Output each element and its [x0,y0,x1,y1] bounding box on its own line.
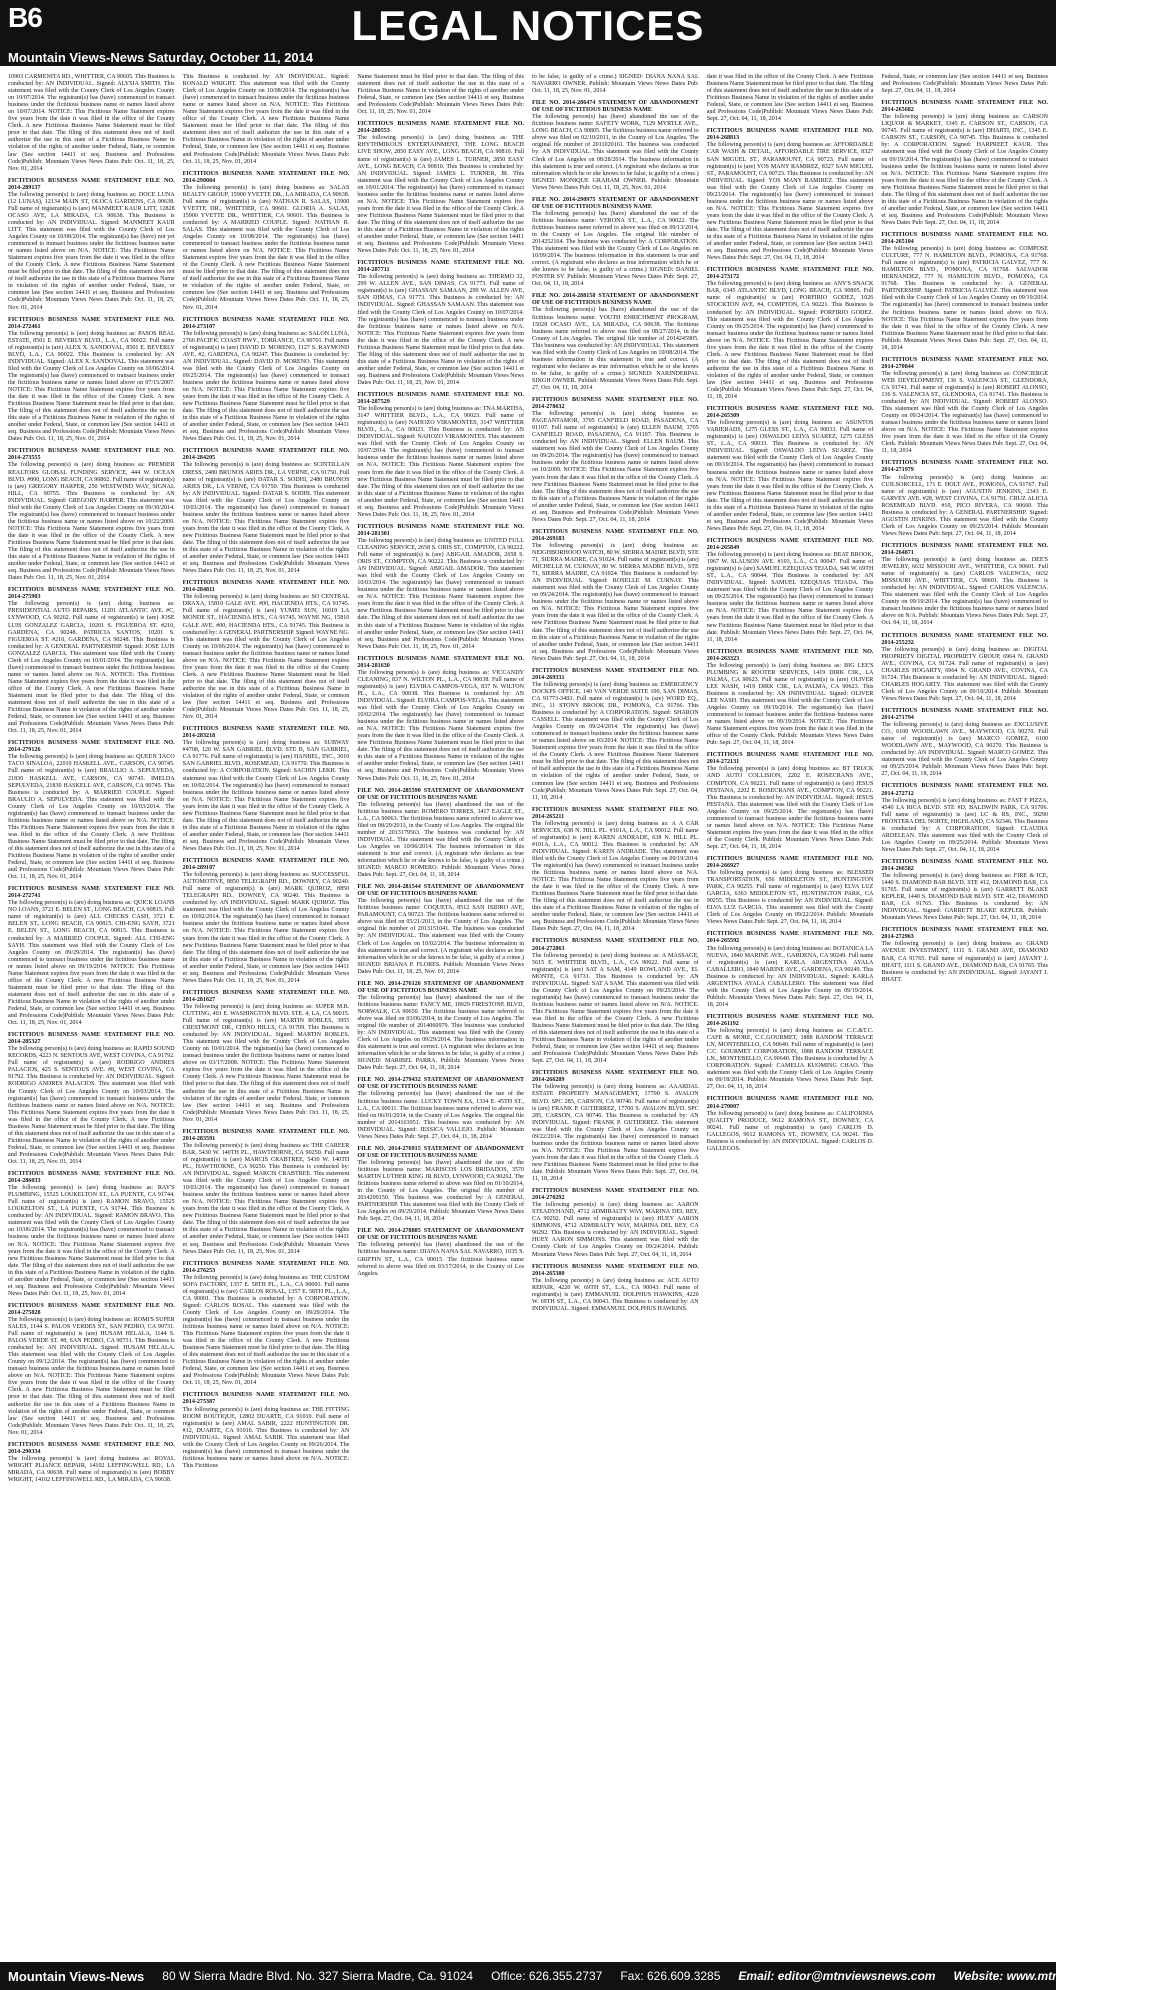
notice-body: The following person(s) is (are) doing business as: QUEEN TACO TACO SINALOA, 22010 HASKELL AVE., CARSON, CA 90745. Full name of registrant(s) is (are) BRAULIO A. SEPULVEDA, 21830 HASKELL AVE, CARSON, CA 90745. IMELDA SEPULVEDA, 21830 HASKELL AVE, CARSON, CA 90745. This Business is conducted by: A MARRIED COUPLE. Signed: BRAULIO A. SEPULVEDA. This statement was filed with the County Clerk of Los Angeles County on 10/03/2014. The registrant(s) has (have) commenced to transact business under the fictitious business name or names listed above on N/A. NOTICE: This Fictitious Name Statement expires five years from the date it was filed in the office of the County Clerk. A new Fictitious Business Name Statement must be filed prior to that date. The filing of this statement does not of itself authorize the use in this state of a Fictitious Business Name in violation of the rights of another under Federal, State, or common law (See section 14411 et seq. Business and Professions Code)Publish: Mountain Views News Dates Pub: Oct. 11, 18, 25, Nov. 01, 2014 [8,754,175,881]
notice-body: date it was filed in the office of the County Clerk. A new Fictitious Business Name Statement must be filed prior to that date. The filing of this statement does not of itself authorize the use in this state of a Fictitious Business Name in violation of the rights of another under Federal, State, or common law (See section 14411 et seq. Business and Professions Code)Publish: Mountain Views News Dates Pub: Sept. 27, Oct. 04, 11, 18, 2014 [706,74,874,123]
legal-notice [881,460,1048,538]
notice-body: The following person(s) is (are) doing business as: EXCLUSIVE CO., 6100 WOODLAWN AVE., MAYWOOD, CA 90270. Full name of registrant(s) is (are) MARCO GOMEZ, 6100 WOODLAWN AVE., MAYWOOD, CA 90270. This Business is conducted by: AN INDIVIDUAL. Signed: MARCO GOMEZ. This statement was filed with the County Clerk of Los Angeles County on 09/25/2014. Publish: Mountain Views News Dates Pub: Sept. 27, Oct. 04, 11, 18, 2014 [881,722,1049,778]
notice-heading: FICTITIOUS BUSINESS NAME STATEMENT FILE NO. 2014-263323 [706,648,874,662]
notice-heading: FILE NO. 2014-290975 STATEMENT OF ABANDONMENT OF USE OF FICTITIOUS BUSINESS NAME [532,196,699,210]
footer-website: Website: www.mtnviewsnews.com [953,1969,1150,1983]
notice-body: The following person(s) is (are) doing business as: PASOS REAL ESTATE, 8501 E. BEVERLY BLVD., L.A., CA 90022. Full name of registrant(s) is (are) ALEX X. SANDOVAL, 8501 E. BEVERLY BLVD, L.A., CA 90022. This Business is conducted by: AN INDIVIDUAL. Signed: ALEX X. SANDOVAL. This statement was filed with the County Clerk of Los Angeles County on 10/06/2014. The registrant(s) has (have) commenced to transact business under the fictitious business name or names listed above on 07/15/2007. NOTICE: This Fictitious Name Statement expires five years from the date it was filed in the office of the County Clerk. A new Fictitious Business Name Statement must be filed prior to that date. The filing of this statement does not of itself authorize the use in this state of a Fictitious Business Name in violation of the rights of another under Federal, State, or common law (See section 14411 et seq. Business and Professions Code)Publish: Mountain Views News Dates Pub: Oct. 11, 18, 25, Nov. 01, 2014 [8,330,175,443]
notice-heading: FICTITIOUS BUSINESS NAME STATEMENT FILE NO. 2014-261192 [706,1013,874,1027]
legal-notice [357,884,524,976]
notice-body: The following person(s) is (are) doing business as: TNA MARTHA, 3147 WHITTIER BLVD., L.A., CA 90023. Full name of registrant(s) is (are) NAHOZO VIRAMONTES, 3147 WHITTIER BLVD., L.A., CA 90023. This Business is conducted by: AN INDIVIDUAL. Signed: NAHOZO VIRAMONTES. This statement was filed with the County Clerk of Los Angeles County on 10/07/2014. The registrant(s) has (have) commenced to transact business under the fictitious business name or names listed above on N/A. NOTICE: This Fictitious Name Statement expires five years from the date it was filed in the office of the County Clerk. A new Fictitious Business Name Statement must be filed prior to that date. The filing of this statement does not of itself authorize the use in this state of a Fictitious Business Name in violation of the rights of another under Federal, State, or common law (See section 14411 et seq. Business and Professions Code)Publish: Mountain Views News Dates Pub: Oct. 11, 18, 25, Nov. 01, 2014 [357,406,525,518]
legal-notice [707,931,874,1009]
legal-notice [881,100,1048,227]
legal-notice [357,1146,524,1224]
notice-heading: FICTITIOUS BUSINESS NAME STATEMENT FILE NO. 2014-269183 [532,528,699,542]
publication-line: Mountain Views-News Saturday, October 11, 2014 [8,50,314,65]
notice-body: Name Statement must be filed prior to that date. The filing of this statement does not of itself authorize the use in this state of a Fictitious Business Name in violation of the rights of another under Federal, State, or common law (See section 14411 et seq. Business and Professions Code)Publish: Mountain Views News Dates Pub: Oct. 11, 18, 25, Nov. 01, 2014 [357,74,525,116]
notice-column [532,74,699,1956]
notice-heading: FICTITIOUS BUSINESS NAME STATEMENT FILE NO. 2014-289137 [8,177,175,191]
notice-heading: FICTITIOUS BUSINESS NAME STATEMENT FILE NO. 2014-275828 [8,1302,175,1316]
notice-body: The following person(s) is (are) doing business as: THE FITTING ROOM BOUTIQUE, 12802 DUARTE, CA 91010. Full name of registrant(s) is (are) AMAL SABIR, 2222 HUNTINGTON DR. #12, DUARTE, CA 91010. This Business is conducted by: AN INDIVIDUAL. Signed: AMAL SABIR. This statement was filed with the County Clerk of Los Angeles County on 09/26/2014. The registrant(s) has (have) commenced to transact business under the fictitious business name or names listed above on N/A. NOTICE: This Fictitious [182,1406,350,1469]
notice-heading: FICTITIOUS BUSINESS NAME STATEMENT FILE NO. 2014-283591 [182,1128,350,1142]
legal-notice [881,633,1048,703]
notice-body: The following person(s) is (are) doing business as: THE CUSTOM SOFA FACTORY, 1357 E. 58TH PL., L.A., CA 90001. Full name of registrant(s) is (are) CARLOS ROSAL, 1357 E. 58TH PL., L.A., CA 90001. This Business is conducted by: A CORPORATION. Signed: CARLOS ROSAL. This statement was filed with the County Clerk of Los Angeles County on 09/29/2014. The registrant(s) has (have) commenced to transact business under the fictitious business name or names listed above on N/A. NOTICE: This Fictitious Name Statement expires five years from the date it was filed in the office of the County Clerk. A new Fictitious Business Name Statement must be filed prior to that date. The filing of this statement does not of itself authorize the use in this state of a Fictitious Business Name in violation of the rights of another under Federal, State, or common law (See section 14411 et seq. Business and Professions Code)Publish: Mountain Views News Dates Pub: Oct. 11, 18, 25, Nov. 01, 2014 [182,1274,350,1387]
legal-notice [357,981,524,1073]
legal-notice [881,357,1048,456]
legal-notice [532,100,699,192]
legal-notice [183,317,350,444]
legal-notice [881,859,1048,922]
notice-heading: FICTITIOUS BUSINESS NAME STATEMENT FILE NO. 2014-280553 [357,121,525,135]
notice-body: The following person(s) is (are) doing business as: AFFORDABLE CAR WASH & DETAIL, AFFORDABLE TIRE SERVICE, 8327 SAN MIGUEL ST., PARAMOUNT, CA 90723. Full name of registrant(s) is (are) YOS MANY RAMIREZ, 8327 SAN MIGUEL ST., PARAMOUNT, CA 90723. This Business is conducted by: AN INDIVIDUAL. Signed: YOS MANY RAMIREZ. This statement was filed with the County Clerk of Los Angeles County on 09/23/2014. The registrant(s) has (have) commenced to transact business under the fictitious business name or names listed above on N/A. NOTICE: This Fictitious Name Statement expires five years from the date it was filed in the office of the County Clerk. A new Fictitious Business Name Statement must be filed prior to that date. The filing of this statement does not of itself authorize the use in this state of a Fictitious Business Name in violation of the rights of another under Federal, State, or common law (See section 14411 et seq. Business and Professions Code)Publish: Mountain Views News Dates Pub: Sept. 27, Oct. 04, 11, 18, 2014 [706,142,874,262]
page-footer [0,1962,1150,1990]
notice-body: The following person(s) is (are) doing business as: ACE AUTO REPAIR, 4220 W. 69TH ST., L.A., CA 90043. Full name of registrant(s) is (are) EMMANUEL DOLPHUS HAWKINS, 4220 W. 69TH ST., L.A., CA 90043. This Business is conducted by: AN INDIVIDUAL. Signed: EMMANUEL DOLPHUS HAWKINS. [532,1277,699,1312]
notice-body: The following person(s) is (are) doing business as: COMPOSE CULTURE, 777 N. HAMILTON BLVD., POMONA, CA 91768. Full name of registrant(s) is (are) PATRICIA GALVEZ, 777 N. HAMILTON BLVD., POMONA, CA 91768. SALVADOR HERNANDEZ, 777 N. HAMILTON BLVD., POMONA, CA 91768. This Business is conducted by: A GENERAL PARTNERSHIP. Signed: PATRICIA GALVEZ. This statement was filed with the County Clerk of Los Angeles County on 09/19/2014. The registrant(s) has (have) commenced to transact business under the fictitious business name or names listed above on N/A. NOTICE: This Fictitious Name Statement expires five years from the date it was filed in the office of the County Clerk. A new Fictitious Business Name Statement must be filed prior to that date. Publish: Mountain Views News Dates Pub: Sept. 27, Oct. 04, 11, 18, 2014 [881,246,1049,351]
notice-heading: FICTITIOUS BUSINESS NAME STATEMENT FILE NO. 2014-266582 [881,858,1049,872]
legal-notice [532,293,699,392]
notice-body: Federal, State, or common law (See section 14411 et seq. Business and Professions Code)Publish: Mountain Views News Dates Pub: Sept. 27, Oct. 04, 11, 18, 2014 [881,74,1049,95]
notice-heading: FICTITIOUS BUSINESS NAME STATEMENT FILE NO. 2014-270844 [881,356,1049,370]
legal-notice [532,1188,699,1258]
legal-notice [8,587,175,735]
notice-body: The following person(s) is (are) doing business as: DOCE LUNA (12 LUNAS), 12134 MAIN ST, OLOCA GARDENS, CA 90638. Full name of registrant(s) is (are) MANMEET KAUR LITT, 12828 OCASO AVE, LA MIRADA, CA 90638. This Business is conducted by: AN INDIVIDUAL. Signed: MANMEET KAUR LITT. This statement was filed with the County Clerk of Los Angeles County on 10/08/2014. The registrant(s) has (have) not yet commenced to transact business under the fictitious business name or names listed above on N/A. NOTICE: This Fictitious Name Statement expires five years from the date it was filed in the office of the County Clerk. A new Fictitious Business Name Statement must be filed prior to that date. The filing of this statement does not of itself authorize the use in this state of a Fictitious Business Name in violation of the rights of another under Federal, State, or common law (See section 14411 et seq. Business and Professions Code)Publish: Mountain Views News Dates Pub: Oct. 11, 18, 25, Nov. 01, 2014 [8,191,175,311]
notice-body: The following person(s) is (are) doing business as: CARSON LIQUOR & MARKET, 1345 E. CARSON ST., CARSON, CA 90745. Full name of registrant(s) is (are) DHARTI, INC., 1345 E. CARSON ST., CARSON, CA 90745. This Business is conducted by: A CORPORATION. Signed: HARPREET KAUR. This statement was filed with the County Clerk of Los Angeles County on 09/19/2014. The registrant(s) has (have) commenced to transact business under the fictitious business name or names listed above on N/A. NOTICE: This Fictitious Name Statement expires five years from the date it was filed in the office of the County Clerk. A new Fictitious Business Name Statement must be filed prior to that date. The filing of this statement does not of itself authorize the use in this state of a Fictitious Business Name in violation of the rights of another under Federal, State, or common law (See section 14411 et seq. Business and Professions Code)Publish: Mountain Views News Dates Pub: Sept. 27, Oct. 04, 11, 18, 2014 [881,114,1049,226]
legal-notice [881,543,1048,628]
notice-heading: FICTITIOUS BUSINESS NAME STATEMENT FILE NO. 2014-273172 [706,267,874,281]
legal-notice [8,448,175,582]
notice-heading: FICTITIOUS BUSINESS NAME STATEMENT FILE NO. 2014-266289 [532,1070,699,1084]
legal-notice [707,406,874,533]
notice-heading: FICTITIOUS BUSINESS NAME STATEMENT FILE NO. 2014-272741 [8,886,175,900]
notice-heading: FILE NO. 2014-286474 STATEMENT OF ABANDONMENT OF USE OF FICTITIOUS BUSINESS NAME [532,100,699,114]
legal-notice [183,858,350,985]
notice-heading: FICTITIOUS BUSINESS NAME STATEMENT FILE NO. 2014-275387 [182,1392,350,1406]
notice-column [881,74,1048,1956]
notice-body: The following person(s) is (are) doing business as: SO CENTRAL DRAXA, 15810 GALE AVE. #00, HACIENDA HTS., CA 91745. Full name of registrant(s) is (are) YUMEI SUN, 16019 LA MONDE ST., HACIENDA HTS., CA 91745. WAYNE NG, 15810 GALE AVE. #00, HACIENDA HTS., CA 91745. This Business is conducted by: A GENERAL PARTNERSHIP. Signed: WAYNE NG. This statement was filed with the County Clerk of Los Angeles County on 10/06/2014. The registrant(s) has (have) commenced to transact business under the fictitious business name or names listed above on N/A. NOTICE: This Fictitious Name Statement expires five years from the date it was filed in the office of the County Clerk. A new Fictitious Business Name Statement must be filed prior to that date. The filing of this statement does not of itself authorize the use in this state of a Fictitious Business Name in violation of the rights of another under Federal, State, or common law (See section 14411 et seq. Business and Professions Code)Publish: Mountain Views News Dates Pub: Oct. 11, 18, 25, Nov. 01, 2014 [182,594,350,721]
notice-body: The following person(s) is (are) doing business as: A A CAR SERVICES, 638 N. HILL PL. #101A, L.A., CA 90012. Full name of registrant(s) is (are) KAREN ANDRADE, 638 N. HILL PL. #101A, L.A., CA 90012. This Business is conducted by: AN INDIVIDUAL. Signed: KAREN ANDRADE. This statement was filed with the County Clerk of Los Angeles County on 09/19/2014. The registrant(s) has (have) commenced to transact business under the fictitious business name or names listed above on N/A. NOTICE: This Fictitious Name Statement expires five years from the date it was filed in the office of the County Clerk. A new Fictitious Business Name Statement must be filed prior to that date. The filing of this statement does not of itself authorize the use in this state of a Fictitious Business Name in violation of the rights of another under Federal, State, or common law (See section 14411 et seq. Business and Professions Code)Publish: Mountain Views News Dates Pub: Sept. 27, Oct. 04, 11, 18, 2014 [532,820,699,933]
notice-body: The following person(s) is (are) doing business as: EMERGENCY DOCKPS OFFICE, 140 VAN VERDE SUITE 100, SAN DIMAS, CA 91773-3493. Full name of registrant(s) is (are) WORD EQ., INC., 11 STONY BROOK DR., POMONA, CA 91766. This Business is conducted by: A CORPORATION. Signed: SHARON CASSELL. This statement was filed with the County Clerk of Los Angeles County on 09/24/2014. The registrant(s) has (have) commenced to transact business under the fictitious business name or names listed above on 03/2014. NOTICE: This Fictitious Name Statement expires five years from the date it was filed in the office of the County Clerk. A new Fictitious Business Name Statement must be filed prior to that date. The filing of this statement does not of itself authorize the use in this state of a Fictitious Business Name in violation of the rights of another under Federal, State, or common law (See section 14411 et seq. Business and Professions Code)Publish: Mountain Views News Dates Pub: Sept. 27, Oct. 04, 11, 18, 2014 [532,681,699,801]
legal-notice [8,1442,175,1484]
notice-heading: FICTITIOUS BUSINESS NAME STATEMENT FILE NO. 2014-272863 [532,938,699,952]
legal-notice [707,856,874,926]
notice-body: The following person(s) is (are) doing business as: THERMO 32, 299 W. ALLEN AVE., SAN DIMAS, CA 91773. Full name of registrant(s) is (are) GHASSAN SAMAAN, 299 W. ALLEN AVE, SAN DIMAS, CA 91773. This Business is conducted by: AN INDIVIDUAL. Signed: GHASSAN SAMAAN. This statement was filed with the County Clerk of Los Angeles County on 10/07/2014. The registrant(s) has (have) commenced to transact business under the fictitious business name or names listed above on N/A. NOTICE: This Fictitious Name Statement expires five years from the date it was filed in the office of the County Clerk. A new Fictitious Business Name Statement must be filed prior to that date. The filing of this statement does not of itself authorize the use in this state of a Fictitious Business Name in violation of the rights of another under Federal, State, or common law (See section 14411 et seq. Business and Professions Code)Publish: Mountain Views News Dates Pub: Oct. 11, 18, 25, Nov. 01, 2014 [357,274,525,386]
legal-notice [707,267,874,401]
footer-email: Email: editor@mtnviewsnews.com [738,1969,936,1983]
notice-body: The following person(s) is (are) doing business as: BT TRUCK AND AUTO COLLISION, 2202 E. ROSECRANS AVE., COMPTON, CA 90221. Full name of registrant(s) is (are) JESUS PESTANA, 2202 E. ROSECRANS AVE., COMPTON, CA 90221. This Business is conducted by: AN INDIVIDUAL. Signed: JESUS PESTANA. This statement was filed with the County Clerk of Los Angeles County on 09/25/2014. The registrant(s) has (have) commenced to transact business under the fictitious business name or names listed above on N/A. NOTICE: This Fictitious Name Statement expires five years from the date it was filed in the office of the County Clerk. Publish: Mountain Views News Dates Pub: Sept. 27, Oct. 04, 11, 18, 2014 [706,766,874,850]
legal-notice [357,392,524,519]
legal-notice [357,656,524,783]
footer-brand: Mountain Views-News [8,1968,145,1984]
legal-notice [183,448,350,575]
page-number: B6 [8,2,42,33]
legal-notice [183,580,350,721]
notice-body: The following person(s) has (have) abandoned the use of the fictitious business name: VERONA ST., L.A., CA 90022. The fictitious business name referred to above was filed on 09/13/2014, in the County of Los Angeles. The original file number of 2014252164. The business was conducted by: A CORPORATION. This statement was filed with the County Clerk of Los Angeles on 10/09/2014. The business information in this statement is true and correct. (A registrant who declares as true information which he or she knows to be false, is guilty of a crime.) SIGNED: DANIEL FOSTER SV. Publish: Mountain Views News Dates Pub: Sept. 27, Oct. 04, 11, 18, 2014 [532,210,699,288]
notice-heading: FICTITIOUS BUSINESS NAME STATEMENT FILE NO. 2014-281301 [357,523,525,537]
legal-notice [881,74,1048,95]
legal-notice [8,1303,175,1437]
notice-body: The following person(s) is (are) doing business as: RAPID SOUND RECORDS, 4223 N. SENTOUS AVE, WEST COVINA, CA 91792. Full name of registrant(s) is (are) RODRIGO ANDRES PALACIOS, 425 S. SENTOUS AVE. #8, WEST COVINA, CA 91792. This Business is conducted by: AN INDIVIDUAL. Signed: RODRIGO ANDRES PALACIOS. This statement was filed with the County Clerk of Los Angeles County on 10/03/2014. The registrant(s) has (have) commenced to transact business under the fictitious business name or names listed above on N/A. NOTICE: This Fictitious Name Statement expires five years from the date it was filed in the office of the County Clerk. A new Fictitious Business Name Statement must be filed prior to that date. The filing of this statement does not of itself authorize the use in this state of a Fictitious Business Name in violation of the rights of another under Federal, State, or common law (See section 14411 et seq. Business and Professions Code)Publish: Mountain Views News Dates Pub: Oct. 11, 18, 25, Nov. 01, 2014 [8,1046,175,1165]
legal-notice [532,197,699,289]
notice-heading: FICTITIOUS BUSINESS NAME STATEMENT FILE NO. 2014-268813 [706,128,874,142]
notice-body: The following person(s) is (are) doing business as: SUPER M.R. CUTTING, 401 E. WASHINGTON BLVD. STE. 4, LA, CA 90015. Full name of registrant(s) is (are) MARTIN ROBLES, 3955 CRESTMONT DR., CHINO HILLS, CA 91709. This Business is conducted by: AN INDIVIDUAL. Signed: MARTIN ROBLES. This statement was filed with the County Clerk of Los Angeles County on 10/01/2014. The registrant(s) has (have) commenced to transact business under the fictitious business name or names listed above on 03/17/2008. NOTICE: This Fictitious Name Statement expires five years from the date it was filed in the office of the County Clerk. A new Fictitious Business Name Statement must be filed prior to that date. The filing of this statement does not of itself authorize the use in this state of a Fictitious Business Name in violation of the rights of another under Federal, State, or common law (See section 14411 et seq. Business and Professions Code)Publish: Mountain Views News Dates Pub: Oct. 11, 18, 25, Nov. 01, 2014 [182,1003,350,1123]
notice-body: The following person(s) has (have) abandoned the use of the fictitious business name: COQUETA, 8512 SAN ISIDRO AVE, PARAMOUNT, CA 90723. The fictitious business name referred to above was filed on 05/21/2013, in the County of Los Angeles. The original file number of 2013151041. The business was conducted by: AN INDIVIDUAL. This statement was filed with the County Clerk of Los Angeles on 10/02/2014. The business information in this statement is true and correct. (A registrant who declares as true information which he or she knows to be false, is guilty of a crime.) SIGNED: BRIANA P. FLORES. Publish: Mountain Views News Dates Pub: Oct. 11, 18, 25, Nov. 01, 2014 [357,898,525,975]
notice-body: The following person(s) is (are) doing business as: AARON STEADYHAND, 4712 ADMIRALTY WAY, MARINA DEL REY, CA 90292. Full name of registrant(s) is (are) HUEY AARON SIMMONS, 4712 ADMIRALTY WAY, MARINA DEL REY, CA 90292. This Business is conducted by: AN INDIVIDUAL. Signed: HUEY AARON SIMMONS. This statement was filed with the County Clerk of Los Angeles County on 09/24/2014. Publish: Mountain Views News Dates Pub: Sept. 27, Oct. 04, 11, 18, 2014 [532,1202,699,1258]
notice-heading: FICTITIOUS BUSINESS NAME STATEMENT FILE NO. 2014-276253 [182,1260,350,1274]
notice-heading: FICTITIOUS BUSINESS NAME STATEMENT FILE NO. 2014-265849 [706,537,874,551]
legal-notice [357,74,524,116]
notice-heading: FICTITIOUS BUSINESS NAME STATEMENT FILE NO. 2014-265592 [706,931,874,945]
legal-notice [357,1077,524,1140]
notice-body: The following person(s) has (have) abandoned the use of the fictitious business name: LUCKY TOWN EA, 1334 E. 45TH ST., L.A., CA 90011. The fictitious business name referred to above was filed on 06/01/2014, in the County of Los Angeles. The original file number of 2014163951. This business was conducted by: AN INDIVIDUAL. Signed: JESSICA VALLEJO. Publish: Mountain Views News Dates Pub: Sept. 27, Oct. 04, 11, 18, 2014 [357,1091,525,1140]
notice-heading: FILE NO. 2014-279432 STATEMENT OF ABANDONMENT OF USE OF FICTITIOUS BUSINESS NAME [357,1077,525,1091]
notice-body: The following person(s) is (are) doing business as: FIRE & ICE, 1440 S. DIAMOND BAR BLVD. STE 412, DIAMOND BAR, CA 91765. Full name of registrant(s) is (are) GARRETT BLAKE KEPLER, 1440 S. DIAMOND BAR BLVD. STE 412, DIAMOND BAR, CA 91765. This Business is conducted by: AN INDIVIDUAL. Signed: GARRETT BLAKE KEPLER. Publish: Mountain Views News Dates Pub: Sept. 27, Oct. 04, 11, 18, 2014 [881,873,1049,922]
notice-heading: FICTITIOUS BUSINESS NAME STATEMENT FILE NO. 2014-286033 [8,1171,175,1185]
notice-heading: FICTITIOUS BUSINESS NAME STATEMENT FILE NO. 2014-283218 [182,726,350,740]
notice-body: The following person(s) is (are) doing business as: A MASSAGE, 5615 E. WHITTIER BLVD., L.A., CA 90022. Full name of registrant(s) is (are) SAT A SAM, 4149 ROWLAND AVE., EL MONTE, CA 91731. This Business is conducted by: AN INDIVIDUAL. Signed: SAT A SAM. This statement was filed with the County Clerk of Los Angeles County on 09/25/2014. The registrant(s) has (have) commenced to transact business under the fictitious business name or names listed above on N/A. NOTICE: This Fictitious Name Statement expires five years from the date it was filed in the office of the County Clerk. A new Fictitious Business Name Statement must be filed prior to that date. The filing of this statement does not of itself authorize the use in this state of a Fictitious Business Name in violation of the rights of another under Federal, State, or common law (See section 14411 et seq. Business and Professions Code)Publish: Mountain Views News Dates Pub: Sept. 27, Oct. 04, 11, 18, 2014 [532,952,699,1065]
notice-heading: FICTITIOUS BUSINESS NAME STATEMENT FILE NO. 2014-287711 [357,260,525,274]
notice-body: The following person(s) is (are) doing business as: NEIGHBORHOOD WATCH, 80 W. SIERRA MADRE BLVD, STE 71, SIERRA MADRE, CA 91024. Full name of registrant(s) is (are) MICHELLE M. CURNAY, 80 W. SIERRA MADRE BLVD., STE 71, SIERRA MADRE, CA 91024. This Business is conducted by: AN INDIVIDUAL. Signed: ROSELLE M. CURNAY. This statement was filed with the County Clerk of Los Angeles County on 09/24/2014. The registrant(s) has (have) commenced to transact business under the fictitious business name or names listed above on N/A. NOTICE: This Fictitious Name Statement expires five years from the date it was filed in the office of the County Clerk. A new Fictitious Business Name Statement must be filed prior to that date. The filing of this statement does not of itself authorize the use in this state of a Fictitious Business Name in violation of the rights of another under Federal, State, or common law (See section 14411 et seq. Business and Professions Code)Publish: Mountain Views News Dates Pub: Sept. 27, Oct. 04, 11, 18, 2014 [532,542,699,662]
legal-notice [183,726,350,853]
notice-columns [8,74,1048,1956]
footer-office: Office: 626.355.2737 [491,1969,603,1983]
legal-notice [8,317,175,444]
notice-heading: FICTITIOUS BUSINESS NAME STATEMENT FILE NO. 2014-264871 [881,542,1049,556]
notice-heading: FICTITIOUS BUSINESS NAME STATEMENT FILE NO. 2014-281627 [182,989,350,1003]
notice-body: The following person(s) has (have) abandoned the use of the fictitious business name: DIANA NANA SAL NAVARRO, 1035 S. GRIFFIN ST., L.A., CA 90015. The fictitious business name referred to above was filed on 03/17/2014, in the County of Los Angeles. [357,1242,525,1277]
notice-heading: FICTITIOUS BUSINESS NAME STATEMENT FILE NO. 2014-281630 [357,655,525,669]
legal-notice [707,538,874,644]
notice-column [357,74,524,1956]
legal-notice [707,752,874,851]
notice-body: The following person(s) is (are) doing business as: PREMIER REALTORS GLOBAL FUNDING SERVICE, 444 W. OCEAN BLVD. #800, LONG BEACH, CA 90802. Full name of registrant(s) is (are) GREGORY HARPER, 250 WESTWIND WAY, SIGNAL HILL, CA 90755. This Business is conducted by: AN INDIVIDUAL. Signed: GREGORY HARPER. This statement was filed with the County Clerk of Los Angeles County on 09/30/2014. The registrant(s) has (have) commenced to transact business under the fictitious business name or names listed above on 10/22/2009. NOTICE: This Fictitious Name Statement expires five years from the date it was filed in the office of the County Clerk. A new Fictitious Business Name Statement must be filed prior to that date. The filing of this statement does not of itself authorize the use in this state of a Fictitious Business Name in violation of the rights of another under Federal, State, or common law (See section 14411 et seq. Business and Professions Code)Publish: Mountain Views News Dates Pub: Oct. 11, 18, 25, Nov. 01, 2014 [8,462,175,582]
legal-notice [532,1264,699,1313]
notice-heading: FILE NO. 2014-276915 STATEMENT OF ABANDONMENT OF USE OF FICTITIOUS BUSINESS NAME [357,1145,525,1159]
notice-body: The following person(s) is (are) doing business as: GRAND AVENUE INVESTMENT, 1111 S. GRAND AVE, DIAMOND BAR, CA 91765. Full name of registrant(s) is (are) JAYANT J. BHATT, 1111 S. GRAND AVE., DIAMOND BAR, CA 91765. This Business is conducted by: AN INDIVIDUAL. Signed: JAYANT J. BHATT. [881,941,1049,983]
legal-notice [8,74,175,173]
legal-notice [532,529,699,663]
legal-notice [183,74,350,166]
notice-body: The following person(s) is (are) doing business as: DIGITAL PROPRIETY DIGITAL PROPRIETY GROUP, 6964 N. GRAND AVE., COVINA, CA 91724. Full name of registrant(s) is (are) CHARLES HOGARTY, 6964 N. GRAND AVE., COVINA, CA 91724. This Business is conducted by: AN INDIVIDUAL. Signed: CHARLES HOGARTY. This statement was filed with the County Clerk of Los Angeles County on 09/10/2014. Publish: Mountain Views News Dates Pub: Sept. 27, Oct. 04, 11, 18, 2014 [881,646,1049,702]
notice-body: The following person(s) is (are) doing business as: QUICK LOANS NO LOANS, 3721 E. BELEN ST., LONG BEACH, CA 90815. Full name of registrant(s) is (are) ALL CHECKS CASH, 3721 E. BELEN ST., LONG BEACH, CA 90815. CHI-ENG SAYH, 3721 E. BELEN ST., LONG BEACH, CA 90815. This Business is conducted by: A MARRIED COUPLE. Signed: ALL CHI-ENG SAYH. This statement was filed with the County Clerk of Los Angeles County on 09/29/2014. The registrant(s) has (have) commenced to transact business under the fictitious business name or names listed above on 09/19/2014. NOTICE: This Fictitious Name Statement expires five years from the date it was filed in the office of the County Clerk. A new Fictitious Business Name Statement must be filed prior to that date. The filing of this statement does not of itself authorize the use in this state of a Fictitious Business Name in violation of the rights of another under Federal, State, or common law (See section 14411 et seq. Business and Professions Code)Publish: Mountain Views News Dates Pub: Oct. 11, 18, 25, Nov. 01, 2014 [8,900,175,1027]
notice-body: The following person(s) is (are) doing business as: UNITED FULL CLEANING SERVICE, 2658 S. ORIS ST., COMPTON, CA 90222. Full name of registrant(s) is (are) ABIGAIL AMADOR, 2658 S. ORIS ST., COMPTON, CA 90222. This Business is conducted by: AN INDIVIDUAL. Signed: ABIGAIL AMADOR. This statement was filed with the County Clerk of Los Angeles County on 10/03/2014. The registrant(s) has (have) commenced to transact business under the fictitious business name or names listed above on N/A. NOTICE: This Fictitious Name Statement expires five years from the date it was filed in the office of the County Clerk. A new Fictitious Business Name Statement must be filed prior to that date. The filing of this statement does not of itself authorize the use in this state of a Fictitious Business Name in violation of the rights of another under Federal, State, or common law (See section 14411 et seq. Business and Professions Code)Publish: Mountain Views News Dates Pub: Oct. 11, 18, 25, Nov. 01, 2014 [357,537,525,650]
notice-body: The following person(s) is (are) doing business as: PAGEANTAMOR, 3705 CANFIELD ROAD, PASADENA, CA 91107. Full name of registrant(s) is (are) ELLEN BAUM, 3705 CANFIELD ROAD, PASADENA, CA 91107. This Business is conducted by: AN INDIVIDUAL. Signed: ELLEN BAUM. This statement was filed with the County Clerk of Los Angeles County on 09/26/2014. The registrant(s) has (have) commenced to transact business under the fictitious business name or names listed above on 10/2009. NOTICE: This Fictitious Name Statement expires five years from the date it was filed in the office of the County Clerk. A new Fictitious Business Name Statement must be filed prior to that date. The filing of this statement does not of itself authorize the use in this state of a Fictitious Business Name in violation of the rights of another under Federal, State, or common law (See section 14411 et seq. Business and Professions Code)Publish: Mountain Views News Dates Pub: Sept. 27, Oct. 04, 11, 18, 2014 [532,411,699,523]
notice-body: The following person(s) is (are) doing business as: CALIFORNIA QUALITY PRODUCE, 9612 RAMONA ST., DOWNEY, CA 90241. Full name of registrant(s) is (are) CARLOS D. GALLEGOS, 9612 RAMONA ST., DOWNEY, CA 90241. This Business is conducted by: AN INDIVIDUAL. Signed: CARLOS D. GALLEGOS. [706,1110,874,1152]
notice-body: The following person(s) is (are) doing business as: THE RHYTHMIKOUS ENTERTAINMENT, THE LONG BEACH LIVE SHOW, 2850 EASY AVE., LONG BEACH, CA 90810. Full name of registrant(s) is (are) JAMES L. TURNER, 2850 EASY AVE., LONG BEACH, CA 90810. This Business is conducted by: AN INDIVIDUAL. Signed: JAMES L. TURNER, JR. This statement was filed with the County Clerk of Los Angeles County on 10/01/2014. The registrant(s) has (have) commenced to transact business under the fictitious business name or names listed above on N/A. NOTICE: This Fictitious Name Statement expires five years from the date it was filed in the office of the County Clerk. A new Fictitious Business Name Statement must be filed prior to that date. The filing of this statement does not of itself authorize the use in this state of a Fictitious Business Name in violation of the rights of another under Federal, State, or common law (See section 14411 et seq. Business and Professions Code)Publish: Mountain Views News Dates Pub: Oct. 11, 18, 25, Nov. 01, 2014 [357,135,525,255]
legal-notice [532,668,699,802]
notice-heading: FICTITIOUS BUSINESS NAME STATEMENT FILE NO. 2014-270007 [706,1096,874,1110]
notice-body: The following person(s) is (are) doing business as: ROYAL WRIGHT PLIANCE REPAIR, 14102 LEFFINGWELL RD., LA MIRADA, CA 90638. Full name of registrant(s) is (are) BOBBY WRIGHT, 14102 LEFFINGWELL RD., LA MIRADA, CA 90638. [8,1455,175,1483]
notice-heading: FICTITIOUS BUSINESS NAME STATEMENT FILE NO. 2014-285327 [8,1032,175,1046]
notice-heading: FICTITIOUS BUSINESS NAME STATEMENT FILE NO. 2014-255232 [881,632,1049,646]
legal-notice [357,1228,524,1277]
legal-notice [183,1261,350,1388]
legal-notice [183,1129,350,1256]
notice-heading: FICTITIOUS BUSINESS NAME STATEMENT FILE NO. 2014-289107 [182,858,350,872]
legal-notice [183,990,350,1124]
notice-body: The following person(s) has (have) abandoned the use of the fictitious business name: YOUTH ENRICHMENT PROGRAM, 15028 OCASO AVE., LA MIRADA, CA 90638. The fictitious business name referred to above was filed on 08/27/2014, in the County of Los Angeles. The original file number of 2014245905. This business was conducted by: AN INDIVIDUAL. This statement was filed with the County Clerk of Los Angeles on 10/08/2014. The business information in this statement is true and correct. (A registrant who declares as true information which he or she knows to be false, is guilty of a crime.) SIGNED: NARINDERPAL SINGH OWNER. Publish: Mountain Views News Dates Pub: Sept. 27, Oct. 04, 11, 18, 2014 [532,307,699,391]
legal-notice [532,397,699,524]
notice-heading: FICTITIOUS BUSINESS NAME STATEMENT FILE NO. 2014-284811 [182,580,350,594]
notice-body: The following person(s) is (are) doing business as: ASUNTOS VARIERADS, 1275 GLESS ST., L.A., CA 90033. Full name of registrant(s) is (are) OSWALDO LEIVA SUAREZ, 1275 GLESS ST., L.A., CA 90033. This Business is conducted by: AN INDIVIDUAL. Signed: OSWALDO LEIVA SUAREZ. This statement was filed with the County Clerk of Los Angeles County on 09/19/2014. The registrant(s) has (have) commenced to transact business under the fictitious business name or names listed above on N/A. NOTICE: This Fictitious Name Statement expires five years from the date it was filed in the office of the County Clerk. A new Fictitious Business Name Statement must be filed prior to that date. The filing of this statement does not of itself authorize the use in this state of a Fictitious Business Name in violation of the rights of another under Federal, State, or common law (See section 14411 et seq. Business and Professions Code)Publish: Mountain Views News Dates Pub: Sept. 27, Oct. 04, 11, 18, 2014 [706,420,874,532]
notice-body: The following person(s) has (have) abandoned the use of the fictitious business name: FANCY ME, 18929 FIRESTONE BLVD, NORWALK, CA 90650. The fictitious business name referred to above was filed on 03/06/2014, in the County of Los Angeles. The original file number of 2014060979. This business was conducted by: AN INDIVIDUAL. This statement was filed with the County Clerk of Los Angeles on 09/29/2014. The business information in this statement is true and correct. (A registrant who declares as true information which he or she knows to be false, is guilty of a crime.) SIGNED: MARIBEL PARRA. Publish: Mountain Views News Dates Pub: Sept. 27, Oct. 04, 11, 18, 2014 [357,994,525,1072]
notice-body: The following person(s) is (are) doing business as: DEE'S JEWELRY, 6632 MISSOURI AVE., WHITTIER, CA 90601. Full name of registrant(s) is (are) CARLOS VALENCIA, 6632 MISSOURI AVE., WHITTIER, CA 90601. This Business is conducted by: AN INDIVIDUAL. Signed: CARLOS VALENCIA. This statement was filed with the County Clerk of Los Angeles County on 09/19/2014. The registrant(s) has (have) commenced to transact business under the fictitious business name or names listed above on N/A. Publish: Mountain Views News Dates Pub: Sept. 27, Oct. 04, 11, 18, 2014 [881,557,1049,627]
notice-heading: FICTITIOUS BUSINESS NAME STATEMENT FILE NO. 2014-279126 [8,740,175,754]
notice-body: The following person(s) has (have) abandoned the use of the fictitious business name: SAFETY WORK, 7129 MYRTLE AVE., LONG BEACH, CA 90805. The fictitious business name referred to above was filed on 02/10/2011, in the County of Los Angeles. The original file number of 2011020161. The business was conducted by: AN INDIVIDUAL. This statement was filed with the County Clerk of Los Angeles on 08/28/2014. The business information in this statement is true and correct. (A registrant who declares as true information which he or she knows to be false, is guilty of a crime.) SIGNED: MONIQUE GRAHAM OWNER. Publish: Mountain Views News Dates Pub: Oct. 11, 18, 25, Nov. 01, 2014 [532,114,699,191]
legal-notice [532,807,699,934]
notice-heading: FICTITIOUS BUSINESS NAME STATEMENT FILE NO. 2014-270292 [532,1188,699,1202]
notice-body: The following person(s) has (have) abandoned the use of the fictitious business name: ROMERO TORRES, 3417 EAGLE ST., L.A., CA 90063. The fictitious business name referred to above was filed on 08/29/2013, in the County of Los Angeles. The original file number of 2013179563. The business was conducted by: AN INDIVIDUAL. This statement was filed with the County Clerk of Los Angeles on 10/06/2014. The business information in this statement is true and correct. (A registrant who declares as true information which he or she knows to be false, is guilty of a crime.) SIGNED: MARCO ROMERO. Publish: Mountain Views News Dates Pub: Sept. 27, Oct. 04, 11, 18, 2014 [357,801,525,879]
legal-notice [707,74,874,123]
notice-column [8,74,175,1956]
notice-heading: FILE NO. 2014-276126 STATEMENT OF ABANDONMENT OF USE OF FICTITIOUS BUSINESS NAME [357,980,525,994]
legal-notice [881,783,1048,853]
legal-notice [707,649,874,748]
notice-body: The following person(s) is (are) doing business as: BEAT BROOK, 1967 W. SLAUSON AVE. #103, L.A., CA 90047. Full name of registrant(s) is (are) SAMUEL EZEQUIAS TEJADA, 946 W. 69TH ST., L.A., CA 90044. This Business is conducted by: AN INDIVIDUAL. Signed: SAMUEL EZEQUIAS TEJADA. This statement was filed with the County Clerk of Los Angeles County on 09/25/2014. The registrant(s) has (have) commenced to transact business under the fictitious business name or names listed above on N/A. NOTICE: This Fictitious Name Statement expires five years from the date it was filed in the office of the County Clerk. A new Fictitious Business Name Statement must be filed prior to that date. Publish: Mountain Views News Dates Pub: Sept. 27, Oct. 04, 11, 18, 2014 [706,552,874,643]
notice-body: The following person(s) is (are) doing business as: ANY'S SNACK BAR, 6345 ATLANTIC BLVD, LONG BEACH, CA 90805. Full name of registrant(s) is (are) PORFIRIO GODEZ, 1026 STOCKTON AVE, #4, COMPTON, CA 90221. This Business is conducted by: AN INDIVIDUAL. Signed: PORFIRIO GODEZ. This statement was filed with the County Clerk of Los Angeles County on 09/25/2014. The registrant(s) has (have) commenced to transact business under the fictitious business name or names listed above on N/A. NOTICE: This Fictitious Name Statement expires five years from the date it was filed in the office of the County Clerk. A new Fictitious Business Name Statement must be filed prior to that date. The filing of this statement does not of itself authorize the use in this state of a Fictitious Business Name in violation of the rights of another under Federal, State, or common law (See section 14411 et seq. Business and Professions Code)Publish: Mountain Views News Dates Pub: Sept. 27, Oct. 04, 11, 18, 2014 [706,281,874,401]
legal-notice [707,1014,874,1092]
legal-notice [881,708,1048,778]
notice-body: to be false, is guilty of a crime.) SIGNED: DIANA NANA SAL NAVARRO OWNER. Publish: Mountain Views News Dates Pub: Oct. 11, 18, 25, Nov. 01, 2014 [532,74,699,95]
notice-heading: FICTITIOUS BUSINESS NAME STATEMENT FILE NO. 2014-284205 [182,448,350,462]
legal-notice [357,260,524,387]
footer-fax: Fax: 626.609.3285 [620,1969,721,1983]
notice-heading: FICTITIOUS BUSINESS NAME STATEMENT FILE NO. 2014-265682 [881,100,1049,114]
notice-heading: FICTITIOUS BUSINESS NAME STATEMENT FILE NO. 2014-265309 [706,406,874,420]
notice-body: The following person(s) is (are) doing business as: CUILSORCELL, 171 E. HOLT AVE., POMONA, CA 91767. Full name of registrant(s) is (are) AGUSTIN JENKINS, 2343 E. GARVEY AVE. #28, WEST COVINA, CA 91791. CRUZ ALICIA ROSEMEAD BLVD. #10, PICO RIVERA, CA 90660. This Business is conducted by: A GENERAL PARTNERSHIP. Signed: AGUSTIN JENKINS. This statement was filed with the County Clerk of Los Angeles County on 09/25/2014. Publish: Mountain Views News Dates Pub: Sept. 27, Oct. 04, 11, 18, 2014 [881,474,1049,537]
notice-body: The following person(s) is (are) doing business as: THE CAREER BAR, 5430 W. 140TH PL., HAWTHORNE, CA 90250. Full name of registrant(s) is (are) MARCIS CRABTREE, 5430 W. 140TH PL., HAWTHORNE, CA 90250. This Business is conducted by: AN INDIVIDUAL. Signed: MARCIS CRABTREE. This statement was filed with the County Clerk of Los Angeles County on 10/03/2014. The registrant(s) has (have) commenced to transact business under the fictitious business name or names listed above on N/A. NOTICE: This Fictitious Name Statement expires five years from the date it was filed in the office of the County Clerk. A new Fictitious Business Name Statement must be filed prior to that date. The filing of this statement does not of itself authorize the use in this state of a Fictitious Business Name in violation of the rights of another under Federal, State, or common law (See section 14411 et seq. Business and Professions Code)Publish: Mountain Views News Dates Pub: Oct. 11, 18, 25, Nov. 01, 2014 [182,1142,350,1255]
notice-heading: FICTITIOUS BUSINESS NAME STATEMENT FILE NO. 2014-275903 [8,587,175,601]
legal-notice [532,74,699,95]
notice-heading: FICTITIOUS BUSINESS NAME STATEMENT FILE NO. 2014-272963 [881,927,1049,941]
legal-notice [8,1032,175,1166]
notice-body: The following person(s) is (are) doing business as: BIG LEE'S PLUMBING & ROOTER SERVICES, 1419 DIRK CIR., LA PALMA, CA 90623. Full name of registrant(s) is (are) OLIVER LEE NASH, 1419 DIRK CIR., LA PALMA, CA 90623. This Business is conducted by: AN INDIVIDUAL. Signed: OLIVER LEE NASH. This statement was filed with the County Clerk of Los Angeles County on 09/19/2014. The registrant(s) has (have) commenced to transact business under the fictitious business name or names listed above on 09/19/2014. NOTICE: This Fictitious Name Statement expires five years from the date it was filed in the office of the County Clerk. Publish: Mountain Views News Dates Pub: Sept. 27, Oct. 04, 11, 18, 2014 [706,662,874,747]
notice-body: 10903 CARMENITA RD., WHITTIER, CA 90605. This Business is conducted by: AN INDIVIDUAL. Signed: ALYSIA SMITH. This statement was filed with the County Clerk of Los Angeles County on 10/07/2014. The registrant(s) has (have) commenced to transact business under the fictitious business name or names listed above on 10/07/2014. NOTICE: This Fictitious Name Statement expires five years from the date it was filed in the office of the County Clerk. A new Fictitious Business Name Statement must be filed prior to that date. The filing of this statement does not of itself authorize the use in this state of a Fictitious Business Name in violation of the rights of another under Federal, State, or common law (See section 14411 et seq. Business and Professions Code)Publish: Mountain Views News Dates Pub: Oct. 11, 18, 25, Nov. 01, 2014 [8,74,175,172]
notice-body: The following person(s) is (are) doing business as: SALAS REALTY GROUP, 15900 YVETTE DR., LA MIRADA, CA 90638. Full name of registrant(s) is (are) NATHAN R. SALAS, 15900 YVETTE DR., WHITTIER, CA 90601. GLORIA A. SALAS, 15900 YVETTE DR., WHITTIER, CA 90601. This Business is conducted by: A MARRIED COUPLE. Signed: NATHAN R. SALAS. This statement was filed with the County Clerk of Los Angeles County on 10/08/2014. The registrant(s) has (have) commenced to transact business under the fictitious business name or names listed above on N/A. NOTICE: This Fictitious Name Statement expires five years from the date it was filed in the office of the County Clerk. A new Fictitious Business Name Statement must be filed prior to that date. The filing of this statement does not of itself authorize the use in this state of a Fictitious Business Name in violation of the rights of another under Federal, State, or common law (See section 14411 et seq. Business and Professions Code)Publish: Mountain Views News Dates Pub: Oct. 11, 18, 25, Nov. 01, 2014 [182,184,350,311]
notice-body: The following person(s) is (are) doing business as: CONCIERGE WEB DEVELOPMENT, 136 S. VALENCIA ST., GLENDORA, CA 91741. Full name of registrant(s) is (are) ROBERT ALONSO, 136 S. VALENCIA ST., GLENDORA, CA 91741. This Business is conducted by: AN INDIVIDUAL. Signed: ROBERT ALONSO. This statement was filed with the County Clerk of Los Angeles County on 09/24/2014. The registrant(s) has (have) commenced to transact business under the fictitious business name or names listed above on N/A. NOTICE: This Fictitious Name Statement expires five years from the date it was filed in the office of the County Clerk. Publish: Mountain Views News Dates Pub: Sept. 27, Oct. 04, 11, 18, 2014 [881,370,1049,455]
notice-column [707,74,874,1956]
notice-body: The following person(s) is (are) doing business as: SUBWAY #4708, 120 W. SAN GABRIEL BLVD. STE B, SAN GABRIEL, CA 91776. Full name of registrant(s) is (are) HANBEL, INC., 3010 SAN GABRIEL BLVD., ROSEMEAD, CA 91770. This Business is conducted by: A CORPORATION. Signed: SACHIN LEKH. This statement was filed with the County Clerk of Los Angeles County on 10/02/2014. The registrant(s) has (have) commenced to transact business under the fictitious business name or names listed above on N/A. NOTICE: This Fictitious Name Statement expires five years from the date it was filed in the office of the County Clerk. A new Fictitious Business Name Statement must be filed prior to that date. The filing of this statement does not of itself authorize the use in this state of a Fictitious Business Name in violation of the rights of another under Federal, State, or common law (See section 14411 et seq. Business and Professions Code)Publish: Mountain Views News Dates Pub: Oct. 11, 18, 25, Nov. 01, 2014 [182,740,350,852]
notice-heading: FICTITIOUS BUSINESS NAME STATEMENT FILE NO. 2014-290084 [182,170,350,184]
notice-body: The following person(s) is (are) doing business as: RAY'S PLUMBING, 15525 LOUKELTON ST., LA PUENTE, CA 91744. Full name of registrant(s) is (are) RAMON BRAVO, 15525 LOUKELTON ST., LA PUENTE, CA 91744. This Business is conducted by: AN INDIVIDUAL. Signed: RAMON BRAVO. This statement was filed with the County Clerk of Los Angeles County on 10/06/2014. The registrant(s) has (have) commenced to transact business under the fictitious business name or names listed above on N/A. NOTICE: This Fictitious Name Statement expires five years from the date it was filed in the office of the County Clerk. A new Fictitious Business Name Statement must be filed prior to that date. The filing of this statement does not of itself authorize the use in this state of a Fictitious Business Name in violation of the rights of another under Federal, State, or common law (See section 14411 et seq. Business and Professions Code)Publish: Mountain Views News Dates Pub: Oct. 11, 18, 25, Nov. 01, 2014 [8,1185,175,1297]
notice-heading: FICTITIOUS BUSINESS NAME STATEMENT FILE NO. 2014-265211 [532,806,699,820]
notice-heading: FICTITIOUS BUSINESS NAME STATEMENT FILE NO. 2014-273107 [182,316,350,330]
notice-heading: FICTITIOUS BUSINESS NAME STATEMENT FILE NO. 2014-273555 [8,448,175,462]
notice-heading: FILE NO. 2014-288158 STATEMENT OF ABANDONMENT OF USE OF FICTITIOUS BUSINESS NAME [532,293,699,307]
notice-heading: FICTITIOUS BUSINESS NAME STATEMENT FILE NO. 2014-269331 [532,667,699,681]
legal-notice [707,1096,874,1152]
legal-notice [881,232,1048,352]
notice-heading: FILE NO. 2014-278885 STATEMENT OF ABANDONMENT OF USE OF FICTITIOUS BUSINESS NAME [357,1228,525,1242]
notice-heading: FICTITIOUS BUSINESS NAME STATEMENT FILE NO. 2014-265380 [532,1263,699,1277]
notice-heading: FICTITIOUS BUSINESS NAME STATEMENT FILE NO. 2014-266927 [706,855,874,870]
legal-notice [8,1171,175,1298]
notice-column [183,74,350,1956]
notice-body: The following person(s) is (are) doing business as: AAARDAL ESTATE PROPERTY MANAGEMENT, 17700 S. AVALON BLVD. SPC 285, CARSON, CA 90746. Full name of registrant(s) is (are) FRANK P. GUTIERREZ, 17700 S. AVALON BLVD. SPC 285, CARSON, CA 90746. This Business is conducted by: AN INDIVIDUAL. Signed: FRANK P. GUTIERREZ. This statement was filed with the County Clerk of Los Angeles County on 09/22/2014. The registrant(s) has (have) commenced to transact business under the fictitious business name or names listed above on N/A. NOTICE: This Fictitious Name Statement expires five years from the date it was filed in the office of the County Clerk. A new Fictitious Business Name Statement must be filed prior to that date. Publish: Mountain Views News Dates Pub: Sept. 27, Oct. 04, 11, 18, 2014 [532,1084,699,1183]
notice-heading: FICTITIOUS BUSINESS NAME STATEMENT FILE NO. 2014-272461 [8,316,175,330]
legal-notice [8,740,175,881]
legal-notice [183,1392,350,1470]
notice-body: This Business is conducted by: AN INDIVIDUAL. Signed: RONALD WRIGHT. This statement was filed with the County Clerk of Los Angeles County on 10/08/2014. The registrant(s) has (have) commenced to transact business under the fictitious business name or names listed above on N/A. NOTICE: This Fictitious Name Statement expires five years from the date it was filed in the office of the County Clerk. A new Fictitious Business Name Statement must be filed prior to that date. The filing of this statement does not of itself authorize the use in this state of a Fictitious Business Name in violation of the rights of another under Federal, State, or common law (See section 14411 et seq. Business and Professions Code)Publish: Mountain Views News Dates Pub: Oct. 11, 18, 25, Nov. 01, 2014 [182,74,350,165]
legal-notice [532,938,699,1065]
notice-heading: FICTITIOUS BUSINESS NAME STATEMENT FILE NO. 2014-271979 [881,460,1049,474]
legal-notice [8,178,175,312]
notice-heading: FILE NO. 2014-281544 STATEMENT OF ABANDONMENT OF USE OF FICTITIOUS BUSINESS NAME [357,884,525,898]
notice-body: The following person(s) is (are) doing business as: SALON LUNA, 2766 PACIFIC COAST HWY., TORRANCE, CA 90701. Full name of registrant(s) is (are) DAVID D. MORENO, 1127 S. RAYMOND AVE, #2, GARDENA, CA 90247. This Business is conducted by: AN INDIVIDUAL. Signed: DAVID D. MORENO. This statement was filed with the County Clerk of Los Angeles County on 09/25/2014. The registrant(s) has (have) commenced to transact business under the fictitious business name or names listed above on N/A. NOTICE: This Fictitious Name Statement expires five years from the date it was filed in the office of the County Clerk. A new Fictitious Business Name Statement must be filed prior to that date. The filing of this statement does not of itself authorize the use in this state of a Fictitious Business Name in violation of the rights of another under Federal, State, or common law (See section 14411 et seq. Business and Professions Code)Publish: Mountain Views News Dates Pub: Oct. 11, 18, 25, Nov. 01, 2014 [182,330,350,443]
legal-notice [8,886,175,1027]
notice-heading: FICTITIOUS BUSINESS NAME STATEMENT FILE NO. 2014-290334 [8,1441,175,1455]
footer-address: 80 W Sierra Madre Blvd. No. 327 Sierra Madre, Ca. 91024 [162,1969,474,1983]
notice-heading: FICTITIOUS BUSINESS NAME STATEMENT FILE NO. 2014-271794 [881,707,1049,722]
notice-body: The following person(s) is (are) doing business as: BLESSED TRANSPORTATION, 656 MIDDLETON ST., HUNTINGTON PARK, CA 90255. Full name of registrant(s) is (are) ELVA LUZ GARCIA, 6363 MIDDLETON ST., HUNTINGTON PARK, CA 90255. This Business is conducted by: AN INDIVIDUAL. Signed: ELVA LUZ GARCIA. This statement was filed with the County Clerk of Los Angeles County on 09/22/2014. Publish: Mountain Views News Dates Pub: Sept. 27, Oct. 04, 11, 18, 2014 [706,870,874,926]
notice-body: The following person(s) is (are) doing business as: PRESIDENTIAL AUTO REPAIRS, 11201 ATLANTIC AVE. #C, LYNWOOD, CA 90262. Full name of registrant(s) is (are) JOSE LUIS GONZALEZ GARCIA, 10201 S. FIGUEROA ST. #210, GARDENA, CA 90248. PATRICIA SANTOS, 10201 S. FIGUEROA ST. #210, GARDENA, CA 90248. This Business is conducted by: A GENERAL PARTNERSHIP. Signed: JOSE LUIS GONZALEZ GARCIA. This statement was filed with the County Clerk of Los Angeles County on 10/01/2014. The registrant(s) has (have) commenced to transact business under the fictitious business name or names listed above on N/A. NOTICE: This Fictitious Name Statement expires five years from the date it was filed in the office of the County Clerk. A new Fictitious Business Name Statement must be filed prior to that date. The filing of this statement does not of itself authorize the use in this state of a Fictitious Business Name in violation of the rights of another under Federal, State, or common law (See section 14411 et seq. Business and Professions Code)Publish: Mountain Views News Dates Pub: Oct. 11, 18, 25, Nov. 01, 2014 [8,601,175,735]
notice-body: The following person(s) is (are) doing business as: ROMI'S SUPER SALES, 1144 S. PALOS VERDES ST., SAN PEDRO, CA 90731. Full name of registrant(s) is (are) HUSAM HELALA, 1144 S. PALOS VERDE ST. #8, SAN PEDRO, CA 90731. This Business is conducted by: AN INDIVIDUAL. Signed: HUSAM HELALA. This statement was filed with the County Clerk of Los Angeles County on 09/12/2014. The registrant(s) has (have) commenced to transact business under the fictitious business name or names listed above on N/A. NOTICE: This Fictitious Name Statement expires five years from the date it was filed in the office of the County Clerk. A new Fictitious Business Name Statement must be filed prior to that date. The filing of this statement does not of itself authorize the use in this state of a Fictitious Business Name in violation of the rights of another under Federal, State, or common law (See section 14411 et seq. Business and Professions Code)Publish: Mountain Views News Dates Pub: Oct. 11, 18, 25, Nov. 01, 2014 [8,1316,175,1436]
notice-body: The following person(s) has (have) abandoned the use of the fictitious business name: MARISCOS LOS BRIDADOS, 3570 MARTIN LUTHER KING JR BLVD, LYNWOOD, CA 90262. The fictitious business name referred to above was filed on 01/10/2014, in the County of Los Angeles. The original file number of 2014209150. This business was conducted by: A GENERAL PARTNERSHIP. This statement was filed with the County Clerk of Los Angeles on 09/29/2014. Publish: Mountain Views News Dates Pub: Sept. 27, Oct. 04, 11, 18, 2014 [357,1159,525,1223]
notice-body: The following person(s) is (are) doing business as: BOTANICA LA NUEVA, 1840 MARINE AVE., GARDENA, CA 90249. Full name of registrant(s) is (are) KARLA ARGENTINA AYALA CABALLERO, 1840 MARINE AVE., GARDENA, CA 90249. This Business is conducted by: AN INDIVIDUAL. Signed: KARLA ARGENTINA AYALA CABALLERO. This statement was filed with the County Clerk of Los Angeles County on 09/19/2014. Publish: Mountain Views News Dates Pub: Sept. 27, Oct. 04, 11, 18, 2014 [706,945,874,1008]
legal-notice [881,927,1048,983]
notice-body: The following person(s) is (are) doing business as: FAST F PIZZA, 4540 LA RICA BLVD. STE #D, BALDWIN PARK, CA 91706. Full name of registrant(s) is (are) LC & RS, INC., 30290 FRONTERA DEL NORTE, HIGHLAND, CA 92346. This Business is conducted by: A CORPORATION. Signed: CLAUDIA ARDELEAN. This statement was filed with the County Clerk of Los Angeles County on 09/25/2014. Publish: Mountain Views News Dates Pub: Sept. 27, Oct. 04, 11, 18, 2014 [881,797,1049,853]
notice-body: The following person(s) is (are) doing business as: C.C.&T.C. CAFE & MORE, C.C.GOURMET, 1888 RANDOM TERRACE LN, MONTEBELLO, CA 90640. Full name of registrant(s) is (are) C.C. GOURMET CORPORATION, 1888 RANDOM TERRACE LN., MONTEBELLO, CA 90640. This Business is conducted by: A CORPORATION. Signed: CAMELIA KUOMING CHAO. This statement was filed with the County Clerk of Los Angeles County on 09/18/2014. Publish: Mountain Views News Dates Pub: Sept. 27, Oct. 04, 11, 18, 2014 [706,1028,874,1091]
notice-heading: FICTITIOUS BUSINESS NAME STATEMENT FILE NO. 2014-272131 [706,752,874,766]
notice-heading: FICTITIOUS BUSINESS NAME STATEMENT FILE NO. 2014-287529 [357,392,525,406]
legal-notice [357,121,524,255]
notice-heading: FILE NO. 2014-285590 STATEMENT OF ABANDONMENT OF USE OF FICTITIOUS BUSINESS NAME [357,787,525,801]
notice-heading: FICTITIOUS BUSINESS NAME STATEMENT FILE NO. 2014-272712 [881,783,1049,797]
notice-heading: FICTITIOUS BUSINESS NAME STATEMENT FILE NO. 2014-265104 [881,231,1049,246]
notice-body: The following person(s) is (are) doing business as: VICCANDY CLEANING, 837 N. WILTON PL., L.A., CA 90038. Full name of registrant(s) is (are) ELVIRA CAMPOS-VEGA, 837 N. WILTON PL., L.A., CA 90038. This Business is conducted by: AN INDIVIDUAL. Signed: ELVIRA CAMPOS-VEGA. This statement was filed with the County Clerk of Los Angeles County on 10/02/2014. The registrant(s) has (have) commenced to transact business under the fictitious business name or names listed above on N/A. NOTICE: This Fictitious Name Statement expires five years from the date it was filed in the office of the County Clerk. A new Fictitious Business Name Statement must be filed prior to that date. The filing of this statement does not of itself authorize the use in this state of a Fictitious Business Name in violation of the rights of another under Federal, State, or common law (See section 14411 et seq. Business and Professions Code)Publish: Mountain Views News Dates Pub: Oct. 11, 18, 25, Nov. 01, 2014 [357,669,525,782]
legal-notice [357,788,524,880]
legal-notice [707,128,874,262]
notice-heading: FICTITIOUS BUSINESS NAME STATEMENT FILE NO. 2014-278632 [532,397,699,411]
legal-notice [183,171,350,312]
notice-body: The following person(s) is (are) doing business as: SUCCESSFUL AUTOMOTIVE, 8850 TELEGRAPH RD., DOWNEY, CA 90240. Full name of registrant(s) is (are) MARK QUIROZ, 8850 TELEGRAPH RD., DOWNEY, CA 90240. This Business is conducted by: AN INDIVIDUAL. Signed: MARK QUIROZ. This statement was filed with the County Clerk of Los Angeles County on 10/02/2014. The registrant(s) has (have) commenced to transact business under the fictitious business name or names listed above on N/A. NOTICE: This Fictitious Name Statement expires five years from the date it was filed in the office of the County Clerk. A new Fictitious Business Name Statement must be filed prior to that date. The filing of this statement does not of itself authorize the use in this state of a Fictitious Business Name in violation of the rights of another under Federal, State, or common law (See section 14411 et seq. Business and Professions Code)Publish: Mountain Views News Dates Pub: Oct. 11, 18, 25, Nov. 01, 2014 [182,872,350,984]
page-header [0,0,1056,66]
notice-body: The following person(s) is (are) doing business as: SCINTILLAN DRESS, 2480 BRUNOS ARIES DR., LA VERNE, CA 91750. Full name of registrant(s) is (are) DATAR S. SODHI, 2480 BRUNOS ARIES DR., LA VERNE, CA 91750. This Business is conducted by: AN INDIVIDUAL. Signed: DATAR S. SODHI. This statement was filed with the County Clerk of Los Angeles County on 10/03/2014. The registrant(s) has (have) commenced to transact business under the fictitious business name or names listed above on N/A. NOTICE: This Fictitious Name Statement expires five years from the date it was filed in the office of the County Clerk. A new Fictitious Business Name Statement must be filed prior to that date. The filing of this statement does not of itself authorize the use in this state of a Fictitious Business Name in violation of the rights of another under Federal, State, or common law (See section 14411 et seq. Business and Professions Code)Publish: Mountain Views News Dates Pub: Oct. 11, 18, 25, Nov. 01, 2014 [182,462,350,575]
legal-notice [357,524,524,651]
legal-notice [532,1070,699,1183]
section-title: LEGAL NOTICES [351,2,705,49]
